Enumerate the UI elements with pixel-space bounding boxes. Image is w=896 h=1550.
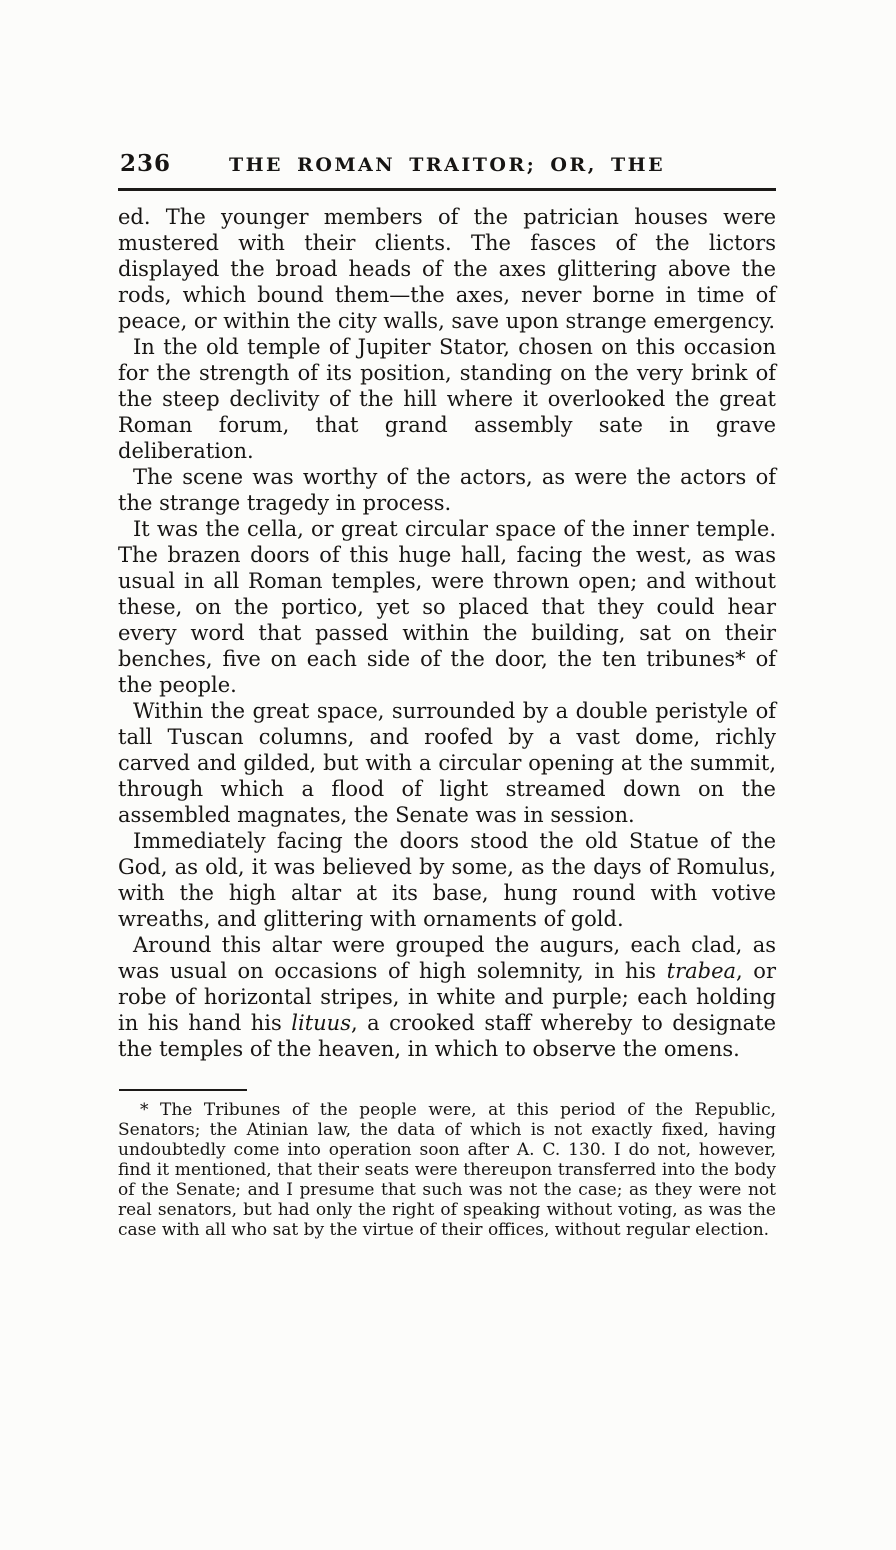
paragraph-peristyle: Within the great space, surrounded by a double peristyle of tall Tuscan columns, and roofed by a vast dome, richly carved and gilded, but with a circular opening at the summit, through which a flood of light streamed down on the assembled magnates, the Senate was in session. bbox=[118, 699, 776, 827]
italic-term-lituus: lituus bbox=[291, 1011, 351, 1035]
text-segment: , a crooked staff whereby to designate the temples of the heaven, in which to observe the omens. bbox=[118, 1011, 776, 1061]
page-number: 236 bbox=[120, 150, 172, 177]
paragraph-cella: It was the cella, or great circular space of the inner temple. The brazen doors of this huge hall, facing the west, as was usual in all Roman temples, were thrown open; and without these, on the portico, yet so placed that they could hear every word that passed within the building, sat on their benches, five on each side of the door, the ten tribunes* of the people. bbox=[118, 517, 776, 697]
header-rule bbox=[118, 188, 776, 191]
paragraph-augurs bbox=[118, 932, 776, 1062]
text-segment: , or robe of horizontal stripes, in white and purple; each holding in his hand his bbox=[118, 959, 776, 1035]
paragraph-scene: The scene was worthy of the actors, as were the actors of the strange tragedy in process. bbox=[118, 465, 776, 515]
footnote-text: * The Tribunes of the people were, at this period of the Republic, Senators; the Atinian law, the data of which is not exactly fixed, having undoubtedly come into operation soon after A. C. 130. I do not, however, find it mentioned, that their seats were thereupon transferred into the body of the Senate; and I presume that such was not the case; as they were not real senators, but had only the right of speaking without voting, as was the case with all who sat by the virtue of their offices, without regular election. bbox=[118, 1100, 776, 1240]
paragraph-continuation: ed. The younger members of the patrician houses were mustered with their clients. The fasces of the lictors displayed the broad heads of the axes glittering above the rods, which bound them—the axes, never borne in time of peace, or within the city walls, save upon strange emergency. bbox=[118, 205, 776, 333]
running-title: THE ROMAN TRAITOR; OR, THE bbox=[228, 154, 666, 176]
text-segment: Around this altar were grouped the augurs, each clad, as was usual on occasions of high solemnity, in his bbox=[118, 933, 776, 983]
footnote-rule bbox=[119, 1089, 247, 1091]
paragraph-temple: In the old temple of Jupiter Stator, chosen on this occasion for the strength of its position, standing on the very brink of the steep declivity of the hill where it overlooked the great Roman forum, that grand assembly sate in grave deliberation. bbox=[118, 335, 776, 463]
paragraph-statue: Immediately facing the doors stood the old Statue of the God, as old, it was believed by some, as the days of Romulus, with the high altar at its base, hung round with votive wreaths, and glittering with ornaments of gold. bbox=[118, 829, 776, 931]
page-content bbox=[118, 150, 776, 1240]
page-header bbox=[118, 150, 776, 182]
body-text bbox=[118, 204, 776, 1062]
italic-term-trabea: trabea bbox=[666, 959, 737, 983]
